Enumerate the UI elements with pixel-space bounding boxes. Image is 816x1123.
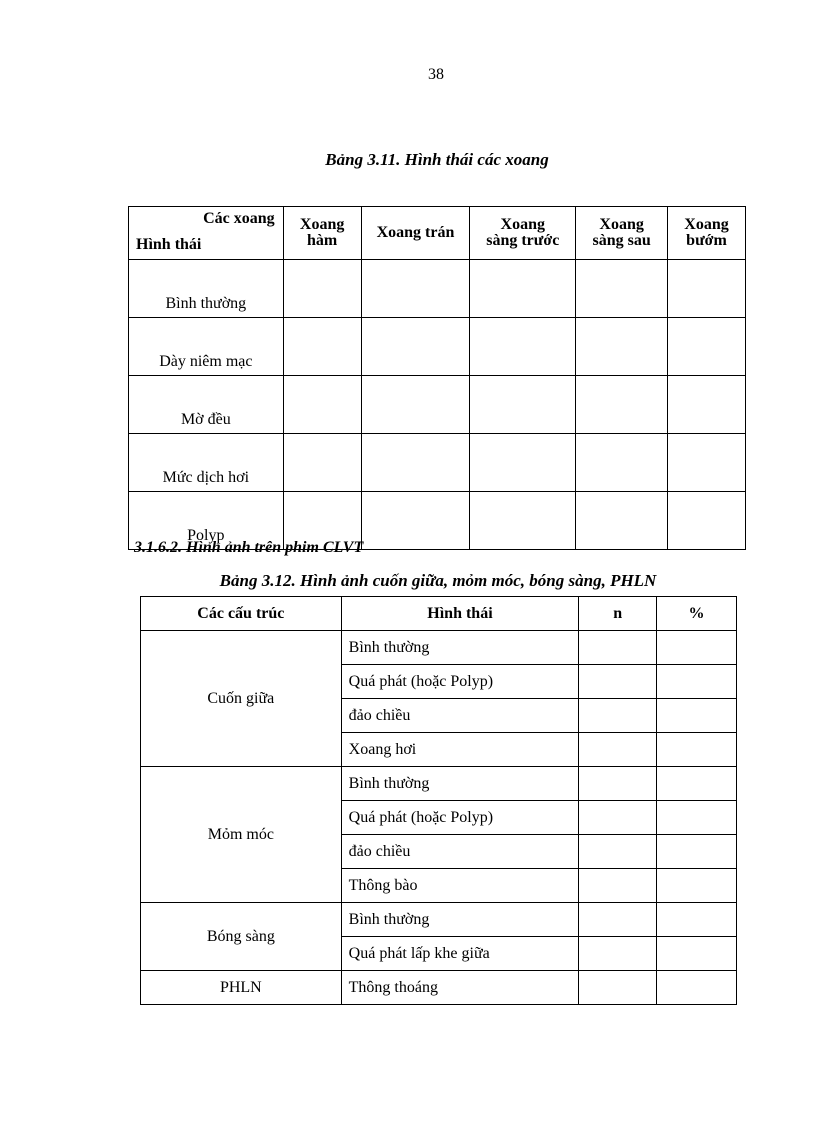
row-label: Mờ đều — [129, 376, 284, 434]
row-label: Polyp — [129, 492, 284, 550]
morphology-cell: Quá phát (hoặc Polyp) — [341, 665, 579, 699]
table-3-11-caption: Bảng 3.11. Hình thái các xoang — [325, 150, 549, 169]
table-3-12-caption: Bảng 3.12. Hình ảnh cuốn giữa, mỏm móc, bóng sàng, PHLN — [219, 571, 657, 590]
table-row — [141, 631, 737, 665]
morphology-cell: Bình thường — [341, 631, 579, 665]
table-3-11 — [128, 206, 746, 550]
table-3-11-header-row — [129, 207, 746, 260]
morphology-cell: đảo chiều — [341, 699, 579, 733]
morphology-cell: Quá phát lấp khe giữa — [341, 937, 579, 971]
structure-cell: Bóng sàng — [141, 903, 342, 971]
row-label: Bình thường — [129, 260, 284, 318]
table-row — [141, 767, 737, 801]
col-header-n: n — [579, 597, 657, 631]
col-header-posterior-ethmoid: Xoang sàng sau — [576, 207, 668, 260]
table-3-12 — [140, 596, 737, 1005]
row-label: Mức dịch hơi — [129, 434, 284, 492]
table-row — [141, 903, 737, 937]
table-row — [129, 318, 746, 376]
morphology-cell: đảo chiều — [341, 835, 579, 869]
structure-cell: Mỏm móc — [141, 767, 342, 903]
header-morphology-label: Hình thái — [136, 236, 202, 253]
morphology-cell: Quá phát (hoặc Polyp) — [341, 801, 579, 835]
row-label: Dày niêm mạc — [129, 318, 284, 376]
col-header-frontal: Xoang trán — [361, 207, 470, 260]
header-sinuses-label: Các xoang — [203, 210, 275, 227]
morphology-cell: Bình thường — [341, 903, 579, 937]
structure-cell: PHLN — [141, 971, 342, 1005]
col-header-structure: Các cấu trúc — [141, 597, 342, 631]
table-row — [129, 434, 746, 492]
morphology-cell: Thông thoáng — [341, 971, 579, 1005]
table-row — [129, 260, 746, 318]
morphology-cell: Xoang hơi — [341, 733, 579, 767]
col-header-anterior-ethmoid: Xoang sàng trước — [470, 207, 576, 260]
col-header-percent: % — [657, 597, 737, 631]
morphology-cell: Thông bào — [341, 869, 579, 903]
section-heading: 3.1.6.2. Hình ảnh trên phim CLVT — [134, 539, 364, 556]
morphology-cell: Bình thường — [341, 767, 579, 801]
table-row — [141, 971, 737, 1005]
col-header-sphenoid: Xoang bướm — [668, 207, 746, 260]
page-number: 38 — [428, 66, 444, 83]
diagonal-header-cell — [129, 207, 284, 260]
col-header-morphology: Hình thái — [341, 597, 579, 631]
col-header-maxillary: Xoang hàm — [283, 207, 361, 260]
structure-cell: Cuốn giữa — [141, 631, 342, 767]
table-row — [129, 376, 746, 434]
table-3-12-header-row — [141, 597, 737, 631]
